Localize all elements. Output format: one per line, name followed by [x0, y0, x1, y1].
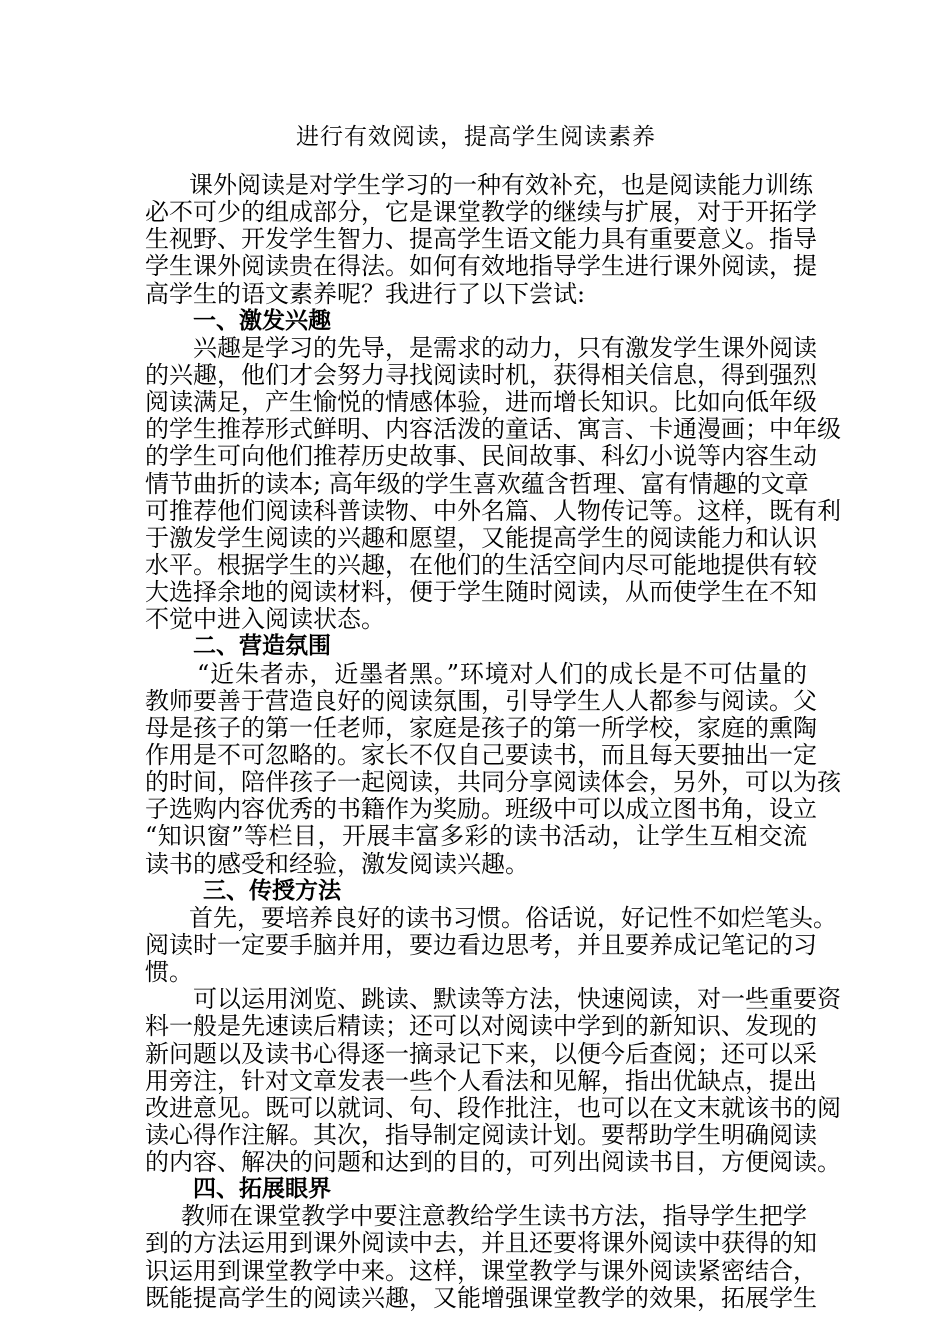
section-heading: 二、营造氛围 — [193, 633, 331, 660]
paragraph-line: 新问题以及读书心得逐一摘录记下来，以便今后查阅；还可以采 — [145, 1039, 817, 1068]
paragraph-line: 既能提高学生的阅读兴趣，又能增强课堂教学的效果，拓展学生 — [145, 1283, 817, 1312]
paragraph-line: 大选择余地的阅读材料，便于学生随时阅读，从而使学生在不知 — [145, 578, 817, 607]
paragraph-line: 教师在课堂教学中要注意教给学生读书方法，指导学生把学 — [181, 1202, 807, 1231]
paragraph-line: 首先，要培养良好的读书习惯。俗话说，好记性不如烂笔头。 — [189, 903, 837, 932]
paragraph-line: “知识窗”等栏目，开展丰富多彩的读书活动，让学生互相交流 — [145, 822, 807, 851]
paragraph-line: 兴趣是学习的先导，是需求的动力，只有激发学生课外阅读 — [193, 333, 817, 362]
paragraph-line: 课外阅读是对学生学习的一种有效补充，也是阅读能力训练 — [189, 171, 813, 199]
paragraph-line: 的兴趣，他们才会努力寻找阅读时机，获得相关信息，得到强烈 — [145, 360, 817, 389]
paragraph-line: 的内容、解决的问题和达到的目的，可列出阅读书目，方便阅读。 — [145, 1148, 841, 1177]
paragraph-line: 作用是不可忽略的。家长不仅自己要读书，而且每天要抽出一定 — [145, 740, 817, 769]
paragraph-line: 母是孩子的第一任老师，家庭是孩子的第一所学校，家庭的熏陶 — [145, 713, 817, 742]
paragraph-line: 于激发学生阅读的兴趣和愿望，又能提高学生的阅读能力和认识 — [145, 523, 817, 552]
paragraph-line: 读书的感受和经验，激发阅读兴趣。 — [145, 849, 529, 878]
paragraph-line: 可推荐他们阅读科普读物、中外名篇、人物传记等。这样，既有利 — [145, 496, 841, 525]
document-body — [145, 171, 841, 1312]
paragraph-line: 到的方法运用到课外阅读中去，并且还要将课外阅读中获得的知 — [145, 1229, 817, 1258]
paragraph-line: 改进意见。既可以就词、句、段作批注，也可以在文末就该书的阅 — [145, 1093, 841, 1122]
paragraph-line: 料一般是先速读后精读；还可以对阅读中学到的新知识、发现的 — [145, 1012, 817, 1041]
paragraph-line: 学生课外阅读贵在得法。如何有效地指导学生进行课外阅读，提 — [145, 252, 817, 281]
paragraph-line: 必不可少的组成部分，它是课堂教学的继续与扩展，对于开拓学 — [145, 198, 817, 227]
section-heading: 一、激发兴趣 — [193, 307, 331, 334]
paragraph-line: 子选购内容优秀的书籍作为奖励。班级中可以成立图书角，设立 — [145, 795, 817, 824]
section-heading: 三、传授方法 — [203, 877, 341, 904]
paragraph-line: 教师要善于营造良好的阅读氛围，引导学生人人都参与阅读。父 — [145, 686, 817, 715]
paragraph-line: 的学生可向他们推荐历史故事、民间故事、科幻小说等内容生动 — [145, 442, 817, 471]
paragraph-line: 用旁注，针对文章发表一些个人看法和见解，指出优缺点，提出 — [145, 1066, 817, 1095]
document-title: 进行有效阅读，提高学生阅读素养 — [296, 124, 656, 150]
paragraph-line: 识运用到课堂教学中来。这样，课堂教学与课外阅读紧密结合， — [145, 1256, 817, 1285]
paragraph-line: 读心得作注解。其次，指导制定阅读计划。要帮助学生明确阅读 — [145, 1120, 817, 1149]
paragraph-line: 的时间，陪伴孩子一起阅读，共同分享阅读体会，另外，可以为孩 — [145, 768, 841, 797]
paragraph-line: 水平。根据学生的兴趣，在他们的生活空间内尽可能地提供有较 — [145, 550, 817, 579]
paragraph-line: 可以运用浏览、跳读、默读等方法，快速阅读，对一些重要资 — [193, 985, 841, 1014]
paragraph-line: 阅读时一定要手脑并用，要边看边思考，并且要养成记笔记的习 — [145, 930, 817, 959]
paragraph-line: 不觉中进入阅读状态。 — [145, 605, 385, 634]
paragraph-line: 的学生推荐形式鲜明、内容活泼的童话、寓言、卡通漫画；中年级 — [145, 415, 841, 444]
paragraph-line: 阅读满足，产生愉悦的情感体验，进而增长知识。比如向低年级 — [145, 388, 817, 417]
paragraph-line: 生视野、开发学生智力、提高学生语文能力具有重要意义。指导 — [145, 225, 817, 254]
section-heading: 四、拓展眼界 — [193, 1176, 331, 1203]
paragraph-line: 惯。 — [145, 958, 193, 987]
paragraph-line: 高学生的语文素养呢？我进行了以下尝试: — [145, 279, 586, 308]
paragraph-line: 情节曲折的读本; 高年级的学生喜欢蕴含哲理、富有情趣的文章 — [145, 469, 809, 498]
paragraph-line: “近朱者赤，近墨者黑。”环境对人们的成长是不可估量的 — [197, 659, 807, 688]
